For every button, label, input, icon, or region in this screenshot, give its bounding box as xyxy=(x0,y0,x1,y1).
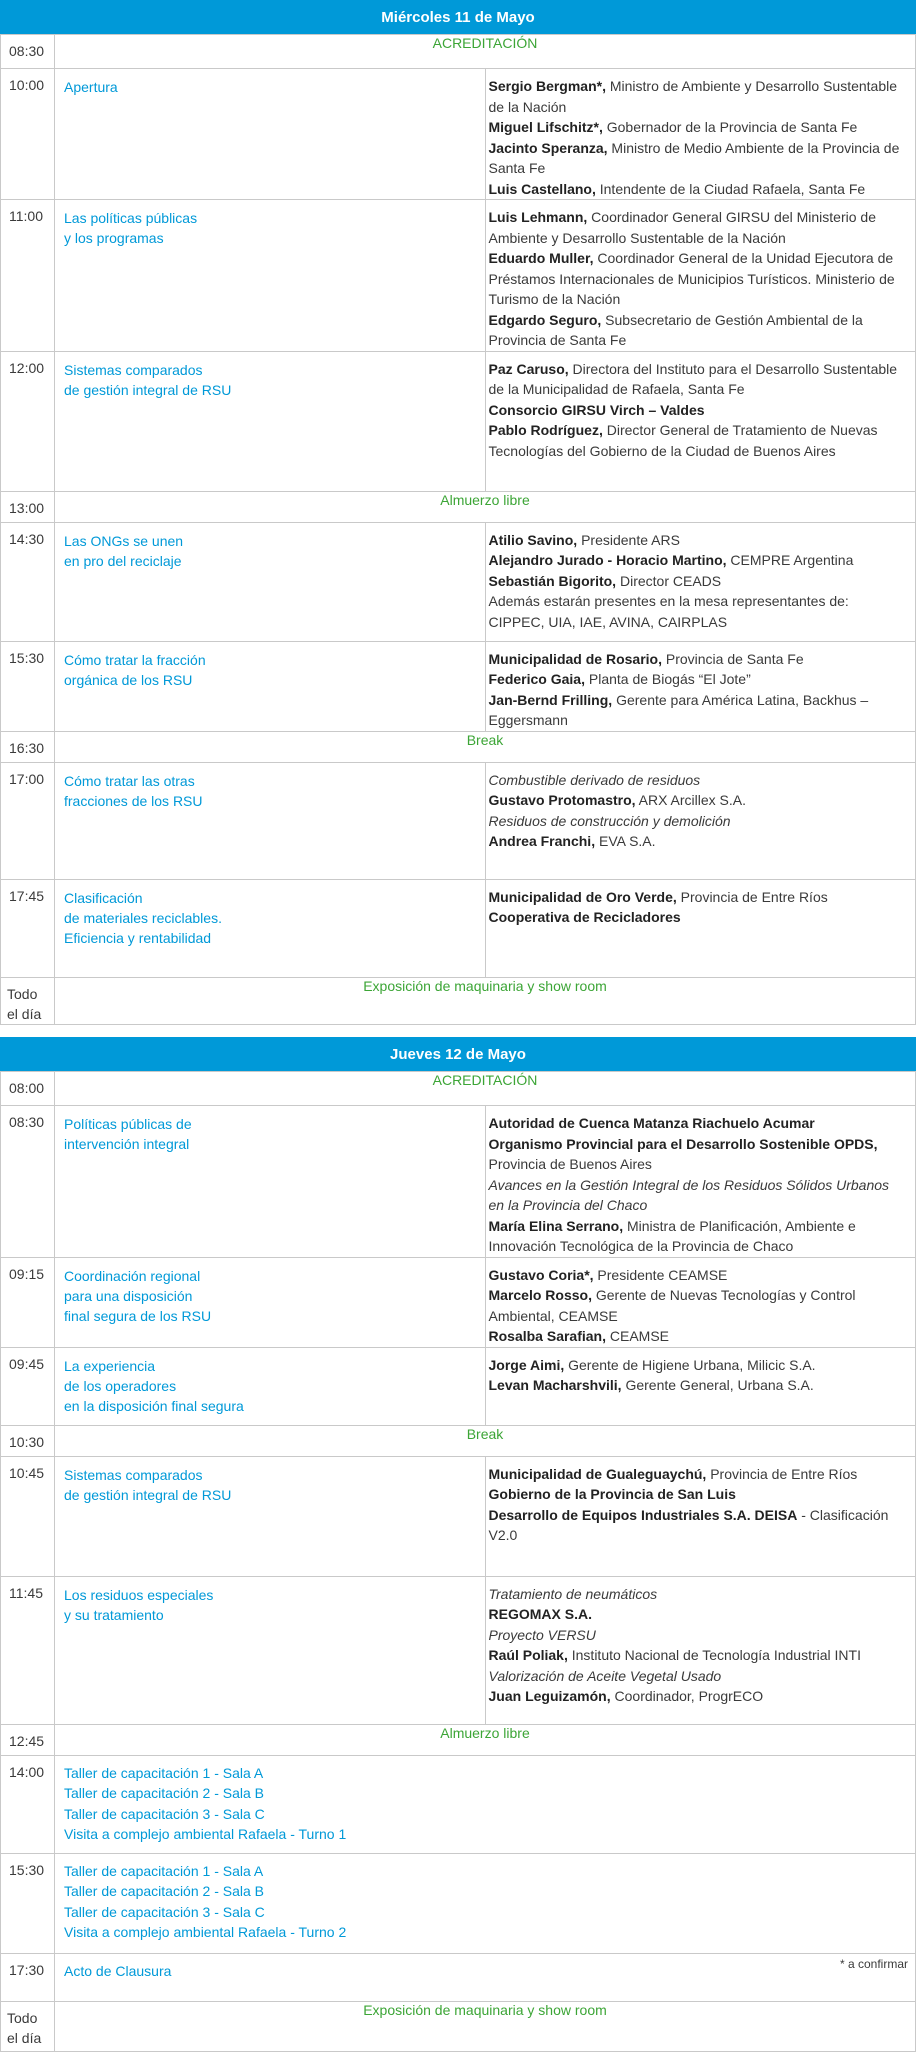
time-label: 10:30 xyxy=(9,1433,45,1450)
speaker-role: ARX Arcillex S.A. xyxy=(635,792,747,808)
time-label: 11:45 xyxy=(9,1584,43,1601)
day1-section xyxy=(0,0,916,1025)
topic-cell xyxy=(55,641,486,731)
schedule-row xyxy=(1,491,916,522)
time-label: 15:30 xyxy=(9,649,45,666)
speaker-role: Planta de Biogás “El Jote” xyxy=(584,671,751,687)
topic-cell xyxy=(55,1257,486,1347)
session-cell xyxy=(55,1953,916,2001)
time-cell xyxy=(1,1106,55,1258)
speaker-line xyxy=(489,1355,906,1376)
session-cell xyxy=(55,1853,916,1953)
topic-cell xyxy=(55,69,486,200)
speaker-role: CEAMSE xyxy=(606,1328,670,1344)
time-cell xyxy=(1,1456,55,1576)
time-cell xyxy=(1,491,55,522)
speaker-line xyxy=(489,1265,906,1286)
schedule-row xyxy=(1,731,916,762)
speaker-line xyxy=(489,1505,906,1546)
topic-line: de gestión integral de RSU xyxy=(64,1486,232,1503)
speaker-name: REGOMAX S.A. xyxy=(488,1606,592,1622)
topic-line: y los programas xyxy=(64,230,164,246)
time-cell xyxy=(1,1724,55,1755)
topic-line: Clasificación xyxy=(64,889,143,906)
speaker-line xyxy=(489,571,906,592)
speaker-line xyxy=(489,1686,906,1707)
speaker-line xyxy=(489,1666,906,1687)
speaker-name: Raúl Poliak, xyxy=(488,1647,568,1663)
day2-schedule-table xyxy=(0,1071,916,2052)
schedule-row xyxy=(1,200,916,352)
speaker-role: Provincia de Entre Ríos xyxy=(706,1465,858,1482)
time-cell xyxy=(1,1257,55,1347)
speaker-line xyxy=(489,1604,906,1625)
speaker-name: Municipalidad de Gualeguaychú, xyxy=(488,1465,707,1482)
talk-title: Valorización de Aceite Vegetal Usado xyxy=(488,1667,722,1684)
speaker-role: Provincia de Buenos Aires xyxy=(488,1156,652,1172)
session-item: Taller de capacitación 1 - Sala A xyxy=(64,1862,264,1879)
time-label: 17:45 xyxy=(9,887,45,904)
speaker-role: Además estarán presentes en la mesa representantes de: CIPPEC, UIA, IAE, AVINA, CAIRPLAS xyxy=(488,593,849,630)
speaker-name: Federico Gaia, xyxy=(488,671,585,687)
speaker-role: Gerente de Nuevas Tecnologías y Control Ambiental, CEAMSE xyxy=(488,1287,856,1324)
session-item: Taller de capacitación 3 - Sala C xyxy=(64,1903,265,1920)
speakers-list xyxy=(486,1457,916,1546)
session-list xyxy=(55,1854,915,1943)
talk-title: Avances en la Gestión Integral de los Residuos Sólidos Urbanos en la Provincia del Chaco xyxy=(488,1176,890,1213)
speakers-cell xyxy=(485,351,916,491)
schedule-row xyxy=(1,641,916,731)
topic-title xyxy=(55,642,485,690)
topic-title xyxy=(55,763,485,811)
speaker-role: Directora del Instituto para el Desarrollo Sustentable de la Municipalidad de Rafaela, Santa Fe xyxy=(488,360,898,397)
session-item: Taller de capacitación 2 - Sala B xyxy=(64,1785,264,1801)
speaker-line xyxy=(489,1464,906,1485)
speaker-name: Eduardo Muller, xyxy=(488,250,594,266)
topic-line: Sistemas comparados xyxy=(64,361,203,378)
schedule-row xyxy=(1,1425,916,1456)
session-list xyxy=(55,1756,915,1845)
session-item: Acto de Clausura xyxy=(64,1962,172,1979)
topic-line: final segura de los RSU xyxy=(64,1307,212,1324)
topic-cell xyxy=(55,200,486,352)
time-label: 09:15 xyxy=(9,1265,45,1282)
speaker-line xyxy=(489,1134,906,1175)
topic-line: Coordinación regional xyxy=(64,1267,201,1284)
schedule-row xyxy=(1,1347,916,1425)
speaker-name: Consorcio GIRSU Virch – Valdes xyxy=(488,401,705,418)
speaker-line xyxy=(489,1175,906,1216)
day1-schedule-table xyxy=(0,34,916,1025)
schedule-row xyxy=(1,2001,916,2051)
topic-line: de materiales reciclables. xyxy=(64,909,222,926)
schedule-row xyxy=(1,762,916,879)
topic-cell xyxy=(55,1576,486,1724)
speakers-cell xyxy=(485,1576,916,1724)
topic-cell xyxy=(55,522,486,641)
speaker-name: Organismo Provincial para el Desarrollo Sostenible OPDS, xyxy=(488,1135,878,1152)
topic-line: y su tratamiento xyxy=(64,1606,164,1623)
speakers-list xyxy=(486,880,916,928)
speaker-line xyxy=(489,138,906,179)
session-item: Taller de capacitación 1 - Sala A xyxy=(64,1764,264,1781)
speaker-line xyxy=(489,831,906,852)
speakers-list xyxy=(486,200,916,351)
session-list xyxy=(55,1954,915,1982)
speaker-name: Luis Lehmann, xyxy=(488,209,588,225)
topic-cell xyxy=(55,351,486,491)
speaker-line xyxy=(489,1584,906,1605)
speaker-name: Gustavo Protomastro, xyxy=(488,792,636,808)
speaker-line xyxy=(489,420,906,461)
time-label: 17:00 xyxy=(9,770,45,787)
time-cell xyxy=(1,35,55,69)
speakers-list xyxy=(486,1258,916,1347)
day2-section xyxy=(0,1037,916,2052)
speaker-name: Jorge Aimi, xyxy=(488,1356,565,1373)
topic-cell xyxy=(55,1106,486,1258)
speaker-name: Marcelo Rosso, xyxy=(488,1287,592,1303)
topic-title xyxy=(55,352,485,400)
topic-line: Las ONGs se unen xyxy=(64,532,184,549)
speaker-name: Atilio Savino, xyxy=(488,531,578,548)
speaker-role: Coordinador General GIRSU del Ministerio de Ambiente y Desarrollo Sustentable de la Nación xyxy=(488,209,876,246)
speaker-line xyxy=(489,591,906,632)
topic-line: de gestión integral de RSU xyxy=(64,381,232,398)
time-cell xyxy=(1,731,55,762)
speaker-role: Provincia de Santa Fe xyxy=(661,650,804,667)
schedule-row xyxy=(1,69,916,200)
speaker-name: Miguel Lifschitz*, xyxy=(488,119,603,135)
time-cell xyxy=(1,1853,55,1953)
time-label: 08:30 xyxy=(9,43,45,59)
speaker-role: Gerente General, Urbana S.A. xyxy=(621,1377,814,1393)
speaker-line xyxy=(489,669,906,690)
speakers-cell xyxy=(485,1106,916,1258)
speakers-list xyxy=(486,69,916,199)
speakers-cell xyxy=(485,641,916,731)
topic-line: Eficiencia y rentabilidad xyxy=(64,929,212,946)
speaker-name: Levan Macharshvili, xyxy=(488,1377,622,1393)
session-label: Exposición de maquinaria y show room xyxy=(55,977,916,1024)
schedule-row xyxy=(1,1755,916,1853)
speakers-list xyxy=(486,523,916,633)
topic-line: La experiencia xyxy=(64,1357,156,1374)
time-cell xyxy=(1,1576,55,1724)
time-label: 12:45 xyxy=(9,1732,45,1749)
session-item: Taller de capacitación 3 - Sala C xyxy=(64,1805,265,1822)
time-label: 08:00 xyxy=(9,1080,45,1096)
topic-line: para una disposición xyxy=(64,1287,193,1304)
topic-cell xyxy=(55,1347,486,1425)
speaker-role: Ministro de Medio Ambiente de la Provincia de Santa Fe xyxy=(488,139,900,176)
speaker-line xyxy=(489,359,906,400)
speaker-line xyxy=(489,117,906,138)
time-cell xyxy=(1,762,55,879)
speaker-role: Director CEADS xyxy=(616,572,722,589)
session-cell xyxy=(55,1755,916,1853)
speaker-name: Sebastián Bigorito, xyxy=(488,572,617,589)
topic-title xyxy=(55,880,485,948)
schedule-row xyxy=(1,351,916,491)
speakers-cell xyxy=(485,1257,916,1347)
topic-title xyxy=(55,1258,485,1326)
session-label: Exposición de maquinaria y show room xyxy=(55,2001,916,2051)
speakers-cell xyxy=(485,69,916,200)
speakers-list xyxy=(486,1577,916,1707)
time-label: 10:45 xyxy=(9,1464,45,1481)
speaker-role: Gobernador de la Provincia de Santa Fe xyxy=(602,119,858,135)
time-cell xyxy=(1,1425,55,1456)
topic-line: Sistemas comparados xyxy=(64,1466,203,1483)
topic-title xyxy=(55,1348,485,1416)
speaker-role: EVA S.A. xyxy=(595,833,656,849)
speaker-line xyxy=(489,310,906,351)
time-label: 10:00 xyxy=(9,77,45,93)
speaker-name: Paz Caruso, xyxy=(488,360,569,377)
speakers-list xyxy=(486,1106,916,1257)
speaker-line xyxy=(489,1375,906,1396)
speaker-name: Municipalidad de Oro Verde, xyxy=(488,888,677,905)
speakers-cell xyxy=(485,200,916,352)
topic-title xyxy=(55,1577,485,1625)
time-cell xyxy=(1,522,55,641)
time-label: 08:30 xyxy=(9,1114,45,1130)
session-label: Break xyxy=(55,731,916,762)
session-label: Break xyxy=(55,1425,916,1456)
speakers-cell xyxy=(485,879,916,977)
topic-title xyxy=(55,69,485,97)
schedule-row xyxy=(1,1576,916,1724)
time-label: 14:30 xyxy=(9,530,45,547)
topic-line: Políticas públicas de xyxy=(64,1116,192,1132)
speaker-name: Jacinto Speranza, xyxy=(488,139,608,156)
time-label: 09:45 xyxy=(9,1355,45,1372)
talk-title: Tratamiento de neumáticos xyxy=(488,1585,658,1602)
speaker-line xyxy=(489,1625,906,1646)
speaker-name: Desarrollo de Equipos Industriales S.A. DEISA xyxy=(488,1506,798,1523)
day1-title: Miércoles 11 de Mayo xyxy=(0,0,916,34)
speaker-role: Gerente para América Latina, Backhus – Eggersmann xyxy=(488,691,869,728)
time-cell xyxy=(1,641,55,731)
schedule-row xyxy=(1,1257,916,1347)
topic-line: fracciones de los RSU xyxy=(64,792,203,809)
speaker-name: Gustavo Coria*, xyxy=(488,1266,594,1283)
time-cell xyxy=(1,1755,55,1853)
session-label: Almuerzo libre xyxy=(55,491,916,522)
topic-line: orgánica de los RSU xyxy=(64,671,193,688)
speaker-role: Coordinador, ProgrECO xyxy=(610,1688,764,1704)
topic-title xyxy=(55,200,485,248)
speaker-name: Juan Leguizamón, xyxy=(488,1688,611,1704)
speaker-role: Provincia de Entre Ríos xyxy=(676,888,828,905)
topic-line: en la disposición final segura xyxy=(64,1397,244,1414)
time-cell xyxy=(1,977,55,1024)
speakers-list xyxy=(486,1348,916,1396)
speaker-role: Coordinador General de la Unidad Ejecutora de Préstamos Internacionales de Municipios Turísticos. Ministerio de Turismo de la Nación xyxy=(488,250,895,307)
time-label: 16:30 xyxy=(9,739,45,756)
speaker-name: Gobierno de la Provincia de San Luis xyxy=(488,1486,736,1502)
topic-cell xyxy=(55,762,486,879)
time-label: 13:00 xyxy=(9,499,45,516)
speakers-cell xyxy=(485,1347,916,1425)
speaker-role: Ministro de Ambiente y Desarrollo Sustentable de la Nación xyxy=(488,78,898,115)
topic-title xyxy=(55,1457,485,1505)
schedule-row xyxy=(1,35,916,69)
topic-line: Apertura xyxy=(64,79,118,95)
speaker-line xyxy=(489,1216,906,1257)
speaker-role: Director General de Tratamiento de Nuevas Tecnologías del Gobierno de la Ciudad de Buenos Aires xyxy=(488,422,878,459)
speaker-line xyxy=(489,248,906,310)
speaker-line xyxy=(489,400,906,421)
speaker-role: - Clasificación V2.0 xyxy=(488,1506,889,1543)
speaker-name: Jan-Bernd Frilling, xyxy=(488,691,613,708)
speaker-role: CEMPRE Argentina xyxy=(726,552,854,568)
time-label: 14:00 xyxy=(9,1763,45,1780)
speaker-name: María Elina Serrano, xyxy=(488,1217,624,1234)
time-label: 17:30 xyxy=(9,1961,45,1978)
speaker-name: Cooperativa de Recicladores xyxy=(488,909,681,925)
speaker-role: Ministra de Planificación, Ambiente e Innovación Tecnológica de la Provincia de Chaco xyxy=(488,1217,856,1254)
speakers-cell xyxy=(485,522,916,641)
footnote: * a confirmar xyxy=(839,1957,908,1971)
schedule-row xyxy=(1,1853,916,1953)
speaker-role: Instituto Nacional de Tecnología Industrial INTI xyxy=(567,1647,861,1663)
speakers-cell xyxy=(485,762,916,879)
speaker-line xyxy=(489,179,906,200)
speaker-line xyxy=(489,907,906,928)
session-item: Visita a complejo ambiental Rafaela - Turno 1 xyxy=(64,1826,347,1842)
speaker-name: Autoridad de Cuenca Matanza Riachuelo Acumar xyxy=(488,1115,815,1131)
speaker-role: Subsecretario de Gestión Ambiental de la Provincia de Santa Fe xyxy=(488,311,863,348)
speaker-line xyxy=(489,530,906,551)
schedule-row xyxy=(1,1953,916,2001)
speakers-list xyxy=(486,642,916,731)
speaker-line xyxy=(489,550,906,571)
speaker-line xyxy=(489,207,906,248)
time-cell xyxy=(1,879,55,977)
session-label: ACREDITACIÓN xyxy=(55,1072,916,1106)
session-item: Visita a complejo ambiental Rafaela - Turno 2 xyxy=(64,1924,347,1940)
speaker-line xyxy=(489,649,906,670)
time-label: Todo el día xyxy=(7,2009,42,2046)
day2-title: Jueves 12 de Mayo xyxy=(0,1037,916,1071)
speakers-list xyxy=(486,352,916,462)
speaker-role: Presidente ARS xyxy=(577,531,680,548)
talk-title: Combustible derivado de residuos xyxy=(488,771,701,788)
speaker-line xyxy=(489,1484,906,1505)
session-item: Taller de capacitación 2 - Sala B xyxy=(64,1883,264,1899)
topic-line: Los residuos especiales xyxy=(64,1586,214,1603)
schedule-row xyxy=(1,522,916,641)
talk-title: Residuos de construcción y demolición xyxy=(488,812,731,829)
speaker-name: Sergio Bergman*, xyxy=(488,78,606,94)
topic-title xyxy=(55,1106,485,1154)
topic-line: Cómo tratar las otras xyxy=(64,772,195,789)
talk-title: Proyecto VERSU xyxy=(488,1626,596,1643)
schedule-row xyxy=(1,879,916,977)
speaker-name: Alejandro Jurado - Horacio Martino, xyxy=(488,552,727,568)
speaker-line xyxy=(489,790,906,811)
speaker-line xyxy=(489,770,906,791)
speaker-name: Andrea Franchi, xyxy=(488,833,596,849)
speaker-line xyxy=(489,1326,906,1347)
speaker-line xyxy=(489,1645,906,1666)
speaker-name: Rosalba Sarafian, xyxy=(488,1328,606,1344)
speaker-name: Municipalidad de Rosario, xyxy=(488,650,662,667)
schedule-row xyxy=(1,1456,916,1576)
speaker-role: Intendente de la Ciudad Rafaela, Santa Fe xyxy=(595,180,866,197)
time-cell xyxy=(1,1347,55,1425)
topic-line: Las políticas públicas xyxy=(64,210,198,226)
time-label: 15:30 xyxy=(9,1861,45,1878)
speaker-name: Pablo Rodríguez, xyxy=(488,422,603,438)
session-label: ACREDITACIÓN xyxy=(55,35,916,69)
time-cell xyxy=(1,1953,55,2001)
time-label: 11:00 xyxy=(9,208,43,224)
time-label: 12:00 xyxy=(9,359,45,376)
speaker-line xyxy=(489,76,906,117)
speaker-line xyxy=(489,811,906,832)
topic-cell xyxy=(55,879,486,977)
speaker-role: Gerente de Higiene Urbana, Milicic S.A. xyxy=(564,1356,816,1373)
session-label: Almuerzo libre xyxy=(55,1724,916,1755)
topic-line: intervención integral xyxy=(64,1136,190,1152)
speaker-line xyxy=(489,1113,906,1134)
time-cell xyxy=(1,1072,55,1106)
time-cell xyxy=(1,69,55,200)
schedule-row xyxy=(1,1106,916,1258)
topic-line: de los operadores xyxy=(64,1377,177,1394)
time-label: Todo el día xyxy=(7,985,42,1022)
speaker-name: Edgardo Seguro, xyxy=(488,311,602,328)
time-cell xyxy=(1,351,55,491)
speaker-name: Luis Castellano, xyxy=(488,180,596,197)
topic-line: en pro del reciclaje xyxy=(64,552,182,569)
schedule-row xyxy=(1,1724,916,1755)
topic-line: Cómo tratar la fracción xyxy=(64,651,206,668)
speaker-role: Presidente CEAMSE xyxy=(593,1266,728,1283)
topic-title xyxy=(55,523,485,571)
schedule-row xyxy=(1,1072,916,1106)
time-cell xyxy=(1,2001,55,2051)
time-cell xyxy=(1,200,55,352)
topic-cell xyxy=(55,1456,486,1576)
speaker-line xyxy=(489,1285,906,1326)
speakers-cell xyxy=(485,1456,916,1576)
speaker-line xyxy=(489,690,906,731)
schedule-row xyxy=(1,977,916,1024)
speakers-list xyxy=(486,763,916,852)
speaker-line xyxy=(489,887,906,908)
